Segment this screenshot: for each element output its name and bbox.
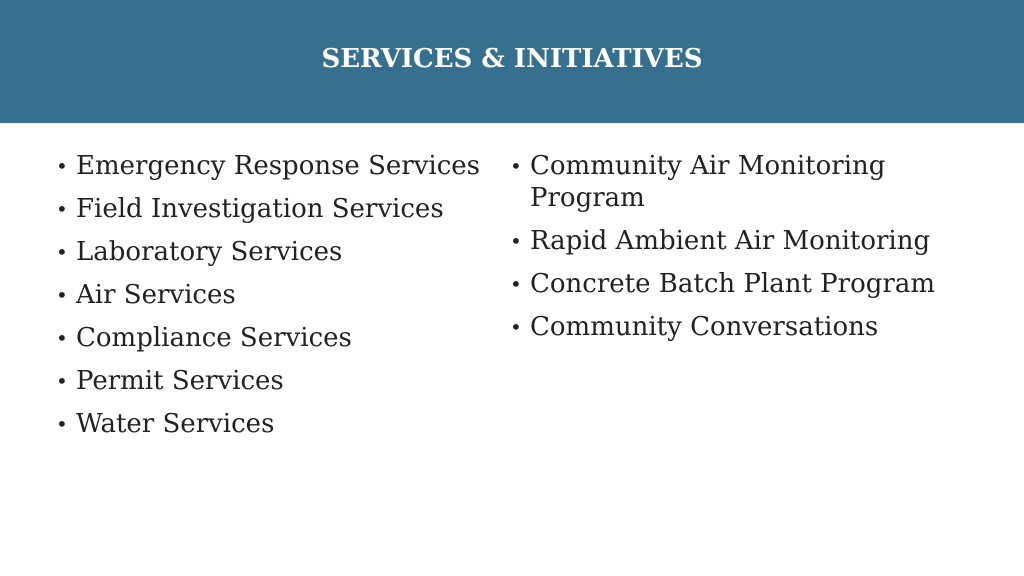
bullet-icon: •: [56, 369, 68, 393]
bullet-icon: •: [510, 315, 522, 339]
bullet-icon: •: [56, 240, 68, 264]
list-item-text: Emergency Response Services: [76, 151, 481, 181]
list-item: [56, 279, 506, 311]
slide-title: SERVICES & INITIATIVES: [321, 43, 703, 74]
services-list: [56, 150, 506, 451]
list-item-text: Laboratory Services: [76, 237, 343, 267]
bullet-icon: •: [510, 272, 522, 296]
bullet-icon: •: [510, 154, 522, 178]
list-item: [510, 150, 980, 214]
list-item: [56, 150, 506, 182]
bullet-icon: •: [56, 283, 68, 307]
list-item-text: Water Services: [76, 409, 275, 439]
list-item: [56, 236, 506, 268]
list-item-text: Air Services: [76, 280, 236, 310]
list-item: [510, 311, 980, 343]
header-bar: [0, 0, 1024, 123]
list-item: [510, 268, 980, 300]
list-item: [56, 322, 506, 354]
list-item-text: Field Investigation Services: [76, 194, 444, 224]
list-item: [56, 408, 506, 440]
list-item: [510, 225, 980, 257]
list-item-text: Rapid Ambient Air Monitoring: [530, 226, 931, 256]
bullet-icon: •: [56, 154, 68, 178]
list-item-text: Community Conversations: [530, 312, 879, 342]
bullet-icon: •: [56, 326, 68, 350]
list-item-text: Community Air Monitoring Program: [530, 151, 886, 213]
list-item: [56, 365, 506, 397]
bullet-icon: •: [56, 197, 68, 221]
list-item-text: Permit Services: [76, 366, 284, 396]
bullet-icon: •: [56, 412, 68, 436]
list-item-text: Concrete Batch Plant Program: [530, 269, 935, 299]
list-item: [56, 193, 506, 225]
initiatives-list: [510, 150, 980, 354]
bullet-icon: •: [510, 229, 522, 253]
list-item-text: Compliance Services: [76, 323, 352, 353]
